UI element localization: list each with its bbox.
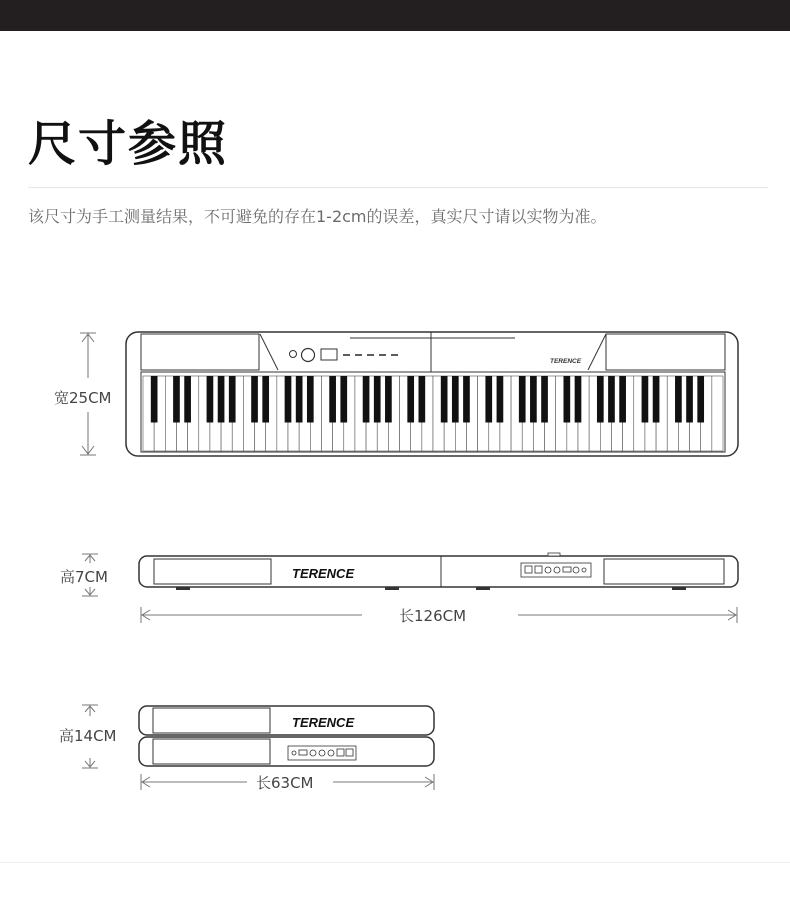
rear-io-panel [521, 563, 591, 577]
black-key [697, 376, 704, 423]
bottom-divider [0, 862, 790, 863]
black-key [530, 376, 537, 423]
brand-logo-small: TERENCE [550, 358, 582, 365]
black-key [608, 376, 615, 423]
black-key [463, 376, 470, 423]
keyboard-side-view [139, 553, 738, 590]
brand-logo-folded: TERENCE [292, 715, 355, 730]
black-key [675, 376, 682, 423]
measurement-note: 该尺寸为手工测量结果，不可避免的存在1-2cm的误差，真实尺寸请以实物为准。 [28, 207, 607, 226]
black-key [296, 376, 303, 423]
black-key [564, 376, 571, 423]
black-key [285, 376, 292, 423]
side-height-label: 高7CM [60, 568, 108, 586]
piano-keys [143, 376, 723, 451]
black-key [497, 376, 504, 423]
black-key [173, 376, 180, 423]
black-key [151, 376, 158, 423]
width-label: 宽25CM [54, 389, 112, 407]
black-key [541, 376, 548, 423]
black-key [407, 376, 414, 423]
black-key [251, 376, 258, 423]
black-key [262, 376, 269, 423]
black-key [686, 376, 693, 423]
black-key [597, 376, 604, 423]
keyboard-top-view [126, 332, 738, 456]
folded-height-label: 高14CM [59, 727, 117, 745]
black-key [329, 376, 336, 423]
black-key [441, 376, 448, 423]
black-key [485, 376, 492, 423]
black-key [419, 376, 426, 423]
brand-logo: TERENCE [292, 566, 355, 581]
black-key [385, 376, 392, 423]
black-key [374, 376, 381, 423]
black-key [207, 376, 214, 423]
black-key [575, 376, 582, 423]
black-key [307, 376, 314, 423]
white-key [712, 376, 723, 451]
black-key [340, 376, 347, 423]
black-key [452, 376, 459, 423]
length-126-label: 长126CM [399, 607, 467, 625]
black-key [218, 376, 225, 423]
black-key [184, 376, 191, 423]
black-key [619, 376, 626, 423]
length-63-label: 长63CM [256, 774, 314, 792]
page-title: 尺寸参照 [28, 116, 229, 172]
black-key [642, 376, 649, 423]
black-key [229, 376, 236, 423]
black-key [363, 376, 370, 423]
black-key [653, 376, 660, 423]
keyboard-folded-view [139, 706, 434, 766]
black-key [519, 376, 526, 423]
